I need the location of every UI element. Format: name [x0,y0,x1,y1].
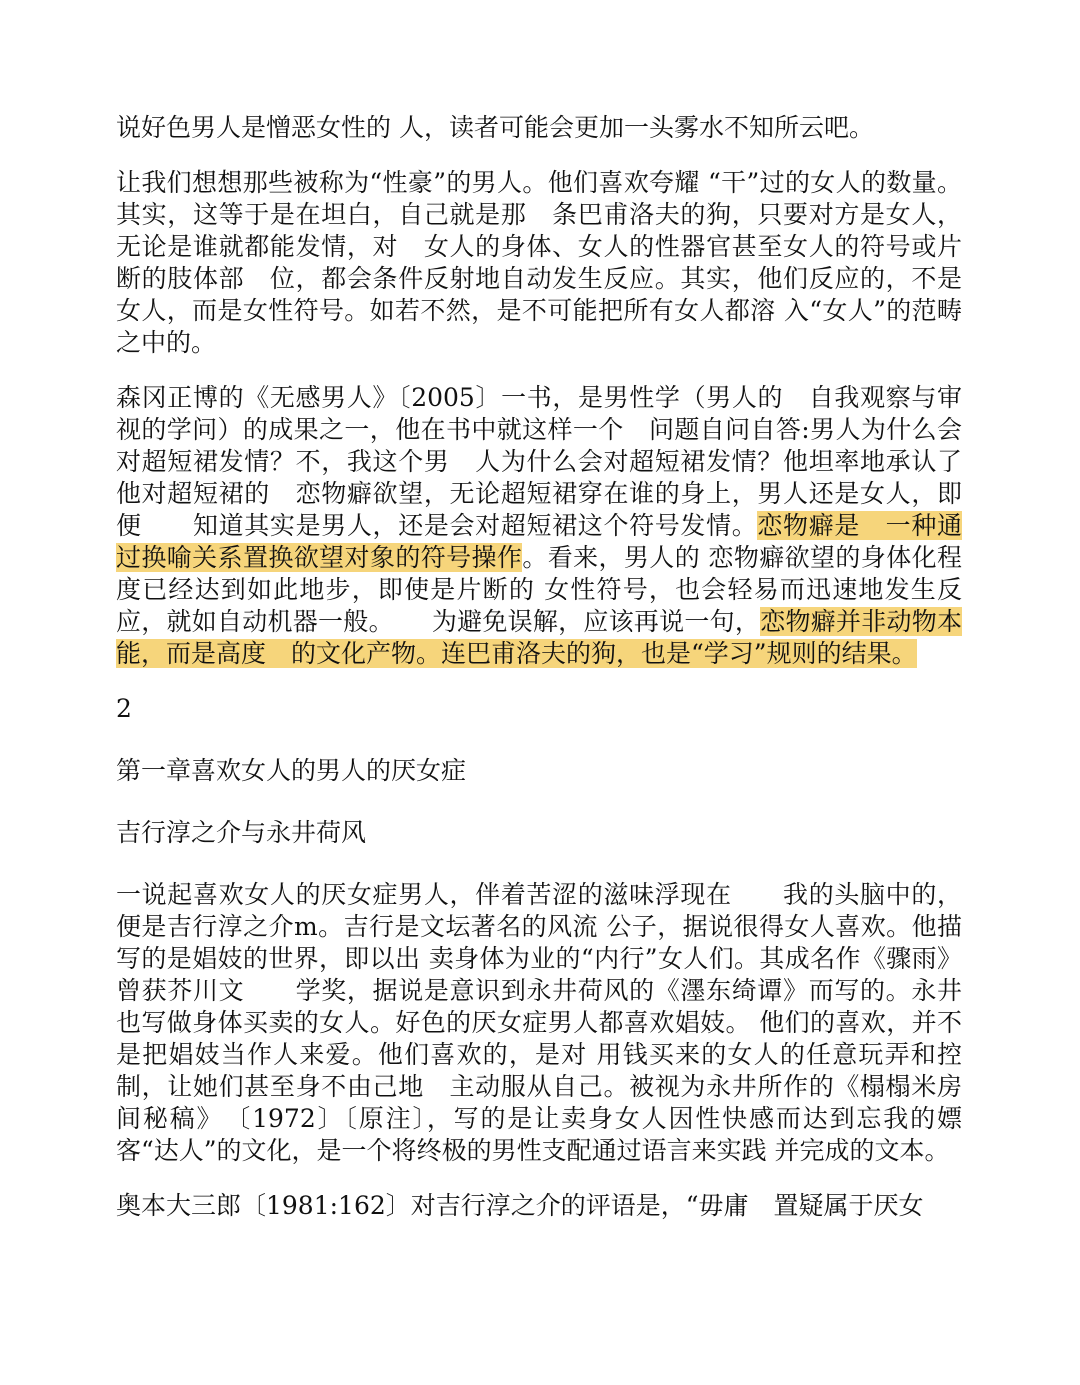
section-title: 吉行淳之介与永井荷风 [116,818,367,847]
paragraph-intro-end: 说好色男人是憎恶女性的 人，读者可能会更加一头雾水不知所云吧。 [116,113,874,142]
text-column [116,112,988,1245]
paragraph-text: 森冈正博的《无感男人》〔2005〕一书，是男性学（男人的 自我观察与审视的学问）的成果之一，他在书中就这样一个 问题自问自答:男人为什么会对超短裙发情？不，我这个男 人为什么会对超短裙发情？他坦率地承认了他对超短裙的 恋物癖欲望，无论超短裙穿在谁的身上，男人还是女人，即便 知道其实是男人，还是会对超短裙这个符号发情。 [116,383,962,540]
paragraph-yoshiyuki: 一说起喜欢女人的厌女症男人，伴着苦涩的滋味浮现在 我的头脑中的，便是吉行淳之介m。吉行是文坛著名的风流 公子，据说很得女人喜欢。他描写的是娼妓的世界，即以出 卖身体为业的“内行”女人们。其成名作《骤雨》曾获芥川文 学奖，据说是意识到永井荷风的《濹东绮谭》而写的。永井 也写做身体买卖的女人。好色的厌女症男人都喜欢娼妓。 他们的喜欢，并不是把娼妓当作人来爱。他们喜欢的，是对 用钱买来的女人的任意玩弄和控制，让她们甚至身不由己地 主动服从自己。被视为永井所作的《榻榻米房间秘稿》 〔1972〕〔原注〕，写的是让卖身女人因性快感而达到忘我的嫖 客“达人”的文化，是一个将终极的男性支配通过语言来实践 并完成的文本。 [116,880,988,1165]
highlighted-text: 恋物癖是 一种通过换喻关系置换欲望对象的符号操作 [116,511,962,572]
page-number: 2 [116,694,132,723]
highlighted-text: 恋物癖并非动物本能，而是高度 的文化产物。连巴甫洛夫的狗，也是“学习”规则的结果。 [116,607,962,668]
paragraph-text: 。看来，男人的 恋物癖欲望的身体化程度已经达到如此地步，即使是片断的 女性符号，也会轻易而迅速地发生反应，就如自动机器一般。 为避免误解，应该再说一句， [116,543,962,636]
paragraph-pavlov-dog: 让我们想想那些被称为“性豪”的男人。他们喜欢夸耀 “干”过的女人的数量。其实，这等于是在坦白，自己就是那 条巴甫洛夫的狗，只要对方是女人，无论是谁就都能发情，对 女人的身体、女人的性器官甚至女人的符号或片断的肢体部 位，都会条件反射地自动发生反应。其实，他们反应的，不是 女人，而是女性符号。如若不然，是不可能把所有女人都溶 入“女人”的范畴之中的。 [116,168,988,357]
paragraph-fetishism [116,382,962,670]
paragraph-okumoto: 奥本大三郎〔1981:162〕对吉行淳之介的评语是，“毋庸 置疑属于厌女 [116,1191,924,1220]
chapter-title: 第一章喜欢女人的男人的厌女症 [116,756,467,785]
